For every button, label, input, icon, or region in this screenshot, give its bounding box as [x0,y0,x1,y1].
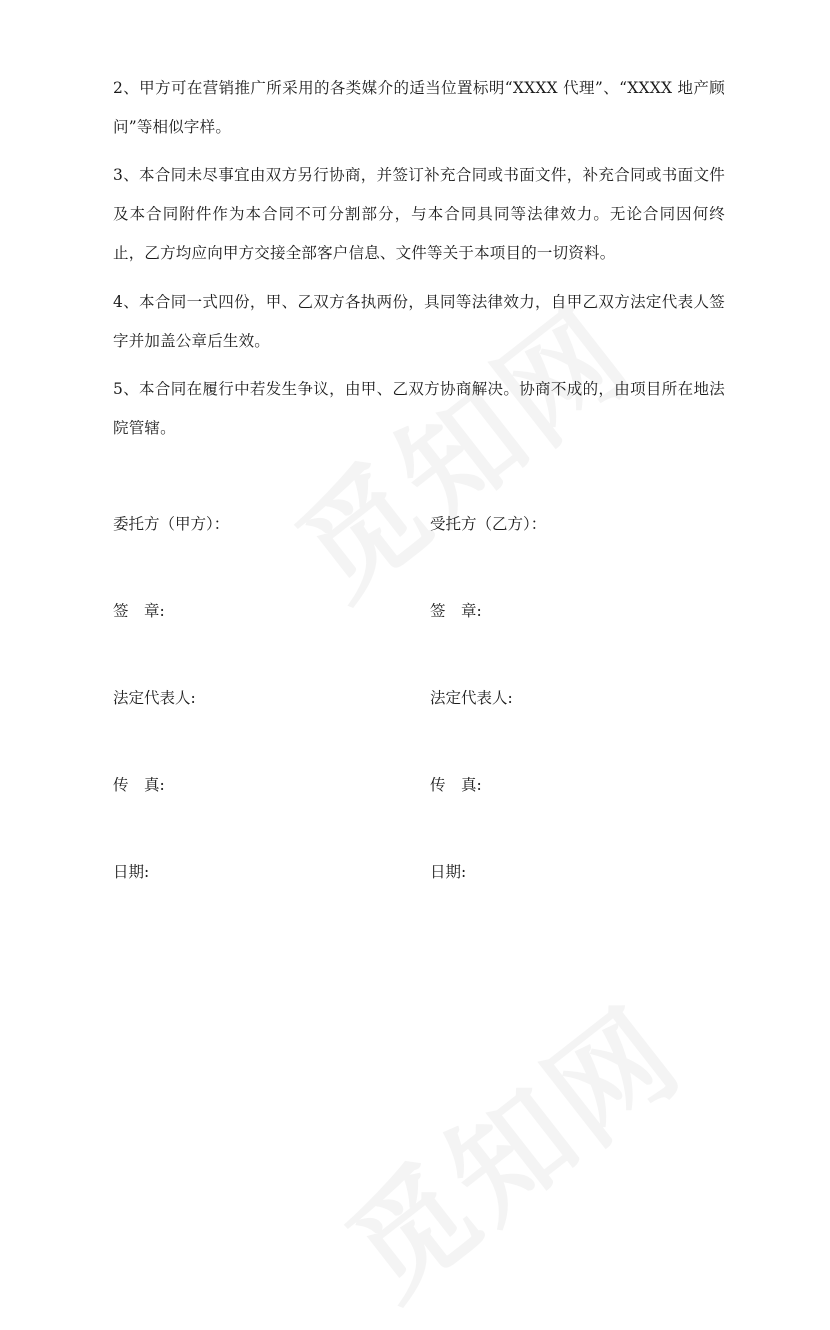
party-a-date-label: 日期: [113,863,150,881]
party-a-representative-label: 法定代表人: [113,689,196,707]
party-a-seal-label: 签 章: [113,602,165,620]
signature-representative-row [0,683,830,713]
party-b-title: 受托方（乙方）： [430,515,547,533]
party-a-title: 委托方（甲方）： [113,515,230,533]
signature-title-row [0,509,830,539]
clause-3: 3、本合同未尽事宜由双方另行协商，并签订补充合同或书面文件，补充合同或书面文件及本合同附件作为本合同不可分割部分，与本合同具同等法律效力。无论合同因何终止，乙方均应向甲方交接全部客户信息、文件等关于本项目的一切资料。 [113,166,725,262]
signature-fax-row [0,770,830,800]
party-b-seal-label: 签 章: [430,602,482,620]
party-b-date-label: 日期: [430,863,467,881]
party-a-fax-label: 传 真: [113,776,165,794]
watermark [307,962,711,1330]
clause-4: 4、本合同一式四份，甲、乙双方各执两份，具同等法律效力，自甲乙双方法定代表人签字并加盖公章后生效。 [113,293,725,350]
clause-2: 2、甲方可在营销推广所采用的各类媒介的适当位置标明“XXXX 代理”、“XXXX 地产顾问”等相似字样。 [113,79,725,136]
signature-seal-row [0,596,830,626]
signature-date-row [0,857,830,887]
party-b-representative-label: 法定代表人: [430,689,513,707]
party-b-fax-label: 传 真: [430,776,482,794]
clause-5: 5、本合同在履行中若发生争议，由甲、乙双方协商解决。协商不成的，由项目所在地法院管辖。 [113,380,725,437]
